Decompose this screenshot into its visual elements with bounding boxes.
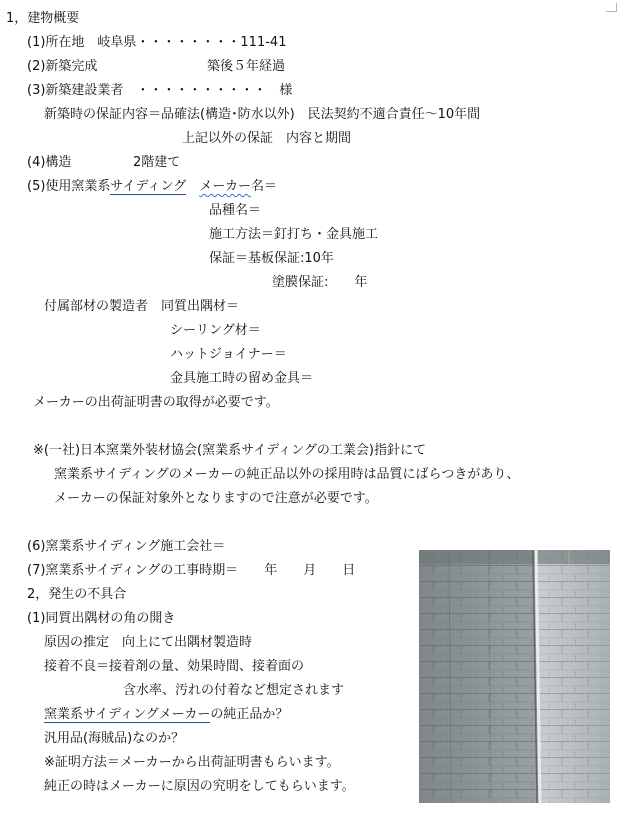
location-line: (1)所在地 岐阜県・・・・・・・・111-41 <box>27 35 287 50</box>
install-method-line: 施工方法＝釘打ち・金具施工 <box>209 227 379 242</box>
hat-joiner-line: ハットジョイナー＝ <box>170 347 287 362</box>
section-1-heading: 1，建物概要 <box>6 11 80 26</box>
genuine-product-line <box>44 707 288 723</box>
siding-maker-underlined-text: サイディングメーカー <box>83 707 211 722</box>
completion-value: 築後５年経過 <box>207 59 286 74</box>
structure-label: (4)構造 <box>27 155 72 170</box>
builder-line: (3)新築建設業者 ・・・・・・・・・・ 様 <box>27 83 293 98</box>
siding-maker-gap <box>186 179 199 194</box>
cause-investigation-line: 純正の時はメーカーに原因の究明をしてもらいます。 <box>44 779 355 794</box>
genuine-prefix: 窯業系 <box>44 707 84 722</box>
accessory-maker-line: 付属部材の製造者 同質出隅材＝ <box>44 299 240 314</box>
cause-estimate-line: 原因の推定 向上にて出隅材製造時 <box>44 635 253 650</box>
generic-product-line: 汎用品(海賊品)なのか？ <box>44 731 185 746</box>
maker-underlined-text: メーカー <box>199 179 251 194</box>
siding-underlined-text: サイディング <box>110 179 187 194</box>
quality-variance-line: 窯業系サイディングのメーカーの純正品以外の採用時は品質にばらつきがあり、 <box>54 467 520 482</box>
siding-maker-line <box>27 179 277 195</box>
association-note-line: ※(一社)日本窯業外装材協会(窯業系サイディングの工業会)指針にて <box>33 443 426 458</box>
siding-corner-photo <box>419 550 610 803</box>
product-name-line: 品種名＝ <box>209 203 262 218</box>
warranty-exclusion-line: メーカーの保証対象外となりますので注意が必要です。 <box>54 491 378 506</box>
sealant-line: シーリング材＝ <box>170 323 261 338</box>
coating-warranty-line: 塗膜保証: 年 <box>272 275 368 290</box>
construction-date-line: (7)窯業系サイディングの工事時期＝ 年 月 日 <box>27 563 356 578</box>
installer-company-line: (6)窯業系サイディング施工会社＝ <box>27 539 226 554</box>
proof-method-line: ※証明方法＝メーカーから出荷証明書もらいます。 <box>44 755 340 770</box>
substrate-warranty-line: 保証＝基板保証:10年 <box>209 251 334 266</box>
siding-maker-prefix: (5)使用窯業系 <box>27 179 111 194</box>
structure-value: 2階建て <box>133 155 181 170</box>
other-warranty-line: 上記以外の保証 内容と期間 <box>182 131 352 146</box>
warranty-content-line: 新築時の保証内容＝品確法(構造･防水以外) 民法契約不適合責任～10年間 <box>44 107 481 122</box>
page-corner-mark-icon <box>606 3 617 12</box>
siding-maker-suffix: 名＝ <box>250 179 277 194</box>
corner-gap-line: (1)同質出隅材の角の開き <box>27 611 176 626</box>
genuine-suffix: の純正品か？ <box>210 707 289 722</box>
section-2-heading: 2，発生の不具合 <box>27 587 127 602</box>
shipping-certificate-note: メーカーの出荷証明書の取得が必要です。 <box>33 395 279 410</box>
completion-label: (2)新築完成 <box>27 59 98 74</box>
adhesion-failure-line: 接着不良＝接着剤の量、効果時間、接着面の <box>44 659 305 674</box>
metal-fastener-line: 金具施工時の留め金具＝ <box>170 371 314 386</box>
moisture-content-line: 含水率、汚れの付着など想定されます <box>123 683 345 698</box>
